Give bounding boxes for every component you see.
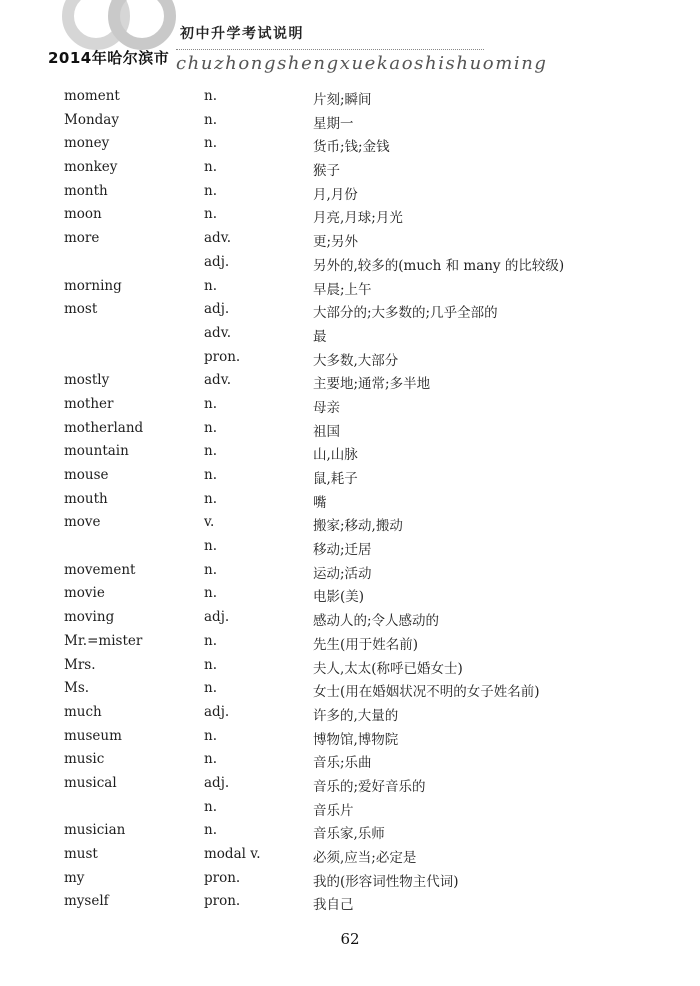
entry-word: more — [64, 230, 100, 247]
entry-part-of-speech: n. — [204, 159, 217, 176]
entry-word: Mrs. — [64, 656, 96, 673]
entry-word: mostly — [64, 372, 110, 389]
vocab-entry — [0, 891, 700, 915]
entry-part-of-speech: pron. — [204, 348, 241, 365]
entry-meaning: 猴子 — [313, 163, 340, 180]
vocab-entry — [0, 133, 700, 157]
vocab-entry — [0, 512, 700, 536]
entry-meaning: 母亲 — [313, 399, 340, 416]
entry-meaning: 必须,应当;必定是 — [313, 850, 417, 866]
entry-word: mountain — [64, 443, 129, 460]
vocab-entry — [0, 394, 700, 418]
entry-meaning: 月,月份 — [313, 186, 358, 203]
vocab-entry — [0, 773, 700, 797]
entry-word: myself — [64, 893, 109, 910]
vocab-entry — [0, 181, 700, 205]
entry-word: month — [64, 182, 108, 199]
entry-meaning: 搬家;移动,搬动 — [313, 518, 403, 535]
entry-part-of-speech: n. — [204, 111, 217, 128]
entry-part-of-speech: n. — [204, 135, 217, 152]
vocab-entry — [0, 86, 700, 110]
entry-part-of-speech: adj. — [204, 774, 230, 791]
entry-part-of-speech: adv. — [204, 324, 232, 341]
entry-meaning: 嘴 — [313, 494, 327, 511]
vocab-entry — [0, 110, 700, 134]
entry-part-of-speech: n. — [204, 798, 217, 815]
entry-meaning: 星期一 — [313, 115, 354, 132]
vocab-entry — [0, 489, 700, 513]
entry-meaning: 我自己 — [313, 897, 354, 914]
vocab-entry — [0, 276, 700, 300]
vocab-entry — [0, 702, 700, 726]
entry-part-of-speech: adv. — [204, 372, 232, 389]
vocab-entry — [0, 204, 700, 228]
entry-meaning: 祖国 — [313, 423, 340, 440]
entry-meaning: 先生(用于姓名前) — [313, 636, 419, 653]
entry-word: moon — [64, 206, 102, 223]
vocab-entry — [0, 370, 700, 394]
vocab-entry — [0, 299, 700, 323]
entry-word: move — [64, 514, 101, 531]
vocab-entry — [0, 820, 700, 844]
vocab-entry — [0, 347, 700, 371]
entry-word: motherland — [64, 419, 144, 436]
entry-meaning: 感动人的;令人感动的 — [313, 613, 440, 630]
entry-word: movie — [64, 585, 105, 602]
entry-word: music — [64, 751, 105, 768]
vocab-entry — [0, 418, 700, 442]
entry-part-of-speech: n. — [204, 538, 217, 555]
entry-part-of-speech: n. — [204, 490, 217, 507]
entry-word: moment — [64, 88, 120, 104]
entry-part-of-speech: pron. — [204, 869, 241, 886]
entry-part-of-speech: pron. — [204, 893, 241, 910]
vocab-entry — [0, 323, 700, 347]
entry-part-of-speech: n. — [204, 632, 217, 649]
vocab-entry — [0, 441, 700, 465]
entry-part-of-speech: adj. — [204, 253, 230, 270]
entry-meaning: 音乐的;爱好音乐的 — [313, 778, 426, 795]
header-city-label: 2014年哈尔滨市 — [48, 49, 170, 67]
entry-word: moving — [64, 609, 115, 626]
entry-meaning: 我的(形容词性物主代词) — [313, 873, 459, 890]
vocab-entry — [0, 607, 700, 631]
entry-word: mouth — [64, 490, 108, 507]
entry-meaning: 大多数,大部分 — [313, 352, 399, 369]
entry-word: musician — [64, 822, 126, 839]
entry-part-of-speech: n. — [204, 443, 217, 460]
vocab-entry — [0, 157, 700, 181]
entry-part-of-speech: n. — [204, 680, 217, 697]
header-title: 初中升学考试说明 — [180, 26, 304, 42]
entry-part-of-speech: modal v. — [204, 846, 261, 862]
entry-part-of-speech: adj. — [204, 609, 230, 626]
entry-meaning: 音乐家,乐师 — [313, 826, 385, 843]
entry-meaning: 山,山脉 — [313, 447, 358, 464]
entry-meaning: 月亮,月球;月光 — [313, 210, 403, 227]
entry-meaning: 更;另外 — [313, 234, 359, 251]
entry-meaning: 许多的,大量的 — [313, 707, 399, 724]
entry-part-of-speech: n. — [204, 182, 217, 199]
entry-meaning: 片刻;瞬间 — [313, 92, 372, 108]
vocab-entry — [0, 465, 700, 489]
entry-part-of-speech: n. — [204, 727, 217, 744]
vocab-entry — [0, 583, 700, 607]
entry-part-of-speech: n. — [204, 822, 217, 839]
entry-part-of-speech: n. — [204, 561, 217, 578]
entry-word: Mr.=mister — [64, 632, 143, 649]
entry-part-of-speech: n. — [204, 751, 217, 768]
entry-part-of-speech: v. — [204, 514, 215, 531]
entry-word: my — [64, 869, 85, 886]
entry-meaning: 博物馆,博物院 — [313, 731, 399, 748]
entry-word: mouse — [64, 467, 109, 483]
entry-meaning: 电影(美) — [313, 589, 365, 606]
entry-word: most — [64, 301, 98, 318]
entry-part-of-speech: n. — [204, 585, 217, 602]
vocab-entry — [0, 797, 700, 821]
vocabulary-list — [0, 86, 700, 915]
entry-part-of-speech: n. — [204, 88, 217, 104]
header-divider — [176, 49, 484, 50]
entry-part-of-speech: n. — [204, 656, 217, 673]
entry-part-of-speech: adj. — [204, 703, 230, 720]
entry-word: mother — [64, 395, 114, 412]
vocab-entry — [0, 655, 700, 679]
entry-word: museum — [64, 727, 122, 744]
vocab-entry — [0, 749, 700, 773]
vocab-entry — [0, 228, 700, 252]
entry-meaning: 音乐;乐曲 — [313, 755, 372, 772]
entry-word: Ms. — [64, 680, 90, 697]
entry-meaning: 主要地;通常;多半地 — [313, 376, 431, 393]
entry-meaning: 运动;活动 — [313, 565, 372, 582]
vocab-entry — [0, 252, 700, 276]
entry-word: musical — [64, 774, 117, 791]
entry-meaning: 货币;钱;金钱 — [313, 139, 390, 156]
entry-word: money — [64, 135, 110, 152]
entry-word: morning — [64, 277, 122, 294]
entry-part-of-speech: n. — [204, 395, 217, 412]
page-number: 62 — [340, 930, 360, 948]
entry-part-of-speech: adv. — [204, 230, 232, 247]
entry-meaning: 大部分的;大多数的;几乎全部的 — [313, 305, 498, 322]
vocab-entry — [0, 844, 700, 868]
vocab-entry — [0, 560, 700, 584]
entry-part-of-speech: n. — [204, 206, 217, 223]
entry-meaning: 早晨;上午 — [313, 281, 372, 298]
vocab-entry — [0, 631, 700, 655]
entry-word: movement — [64, 561, 136, 578]
entry-meaning: 另外的,较多的(much 和 many 的比较级) — [313, 257, 565, 274]
entry-part-of-speech: adj. — [204, 301, 230, 318]
entry-word: monkey — [64, 159, 118, 176]
entry-word: Monday — [64, 111, 119, 128]
entry-word: much — [64, 703, 102, 720]
vocab-entry — [0, 536, 700, 560]
header-pinyin: chuzhongshengxuekaoshishuoming — [176, 53, 548, 74]
entry-part-of-speech: n. — [204, 467, 217, 483]
entry-meaning: 鼠,耗子 — [313, 471, 358, 487]
entry-meaning: 夫人,太太(称呼已婚女士) — [313, 660, 463, 677]
entry-meaning: 音乐片 — [313, 802, 354, 819]
entry-word: must — [64, 846, 98, 862]
entry-part-of-speech: n. — [204, 419, 217, 436]
vocab-entry — [0, 678, 700, 702]
vocab-entry — [0, 726, 700, 750]
vocab-entry — [0, 868, 700, 892]
entry-part-of-speech: n. — [204, 277, 217, 294]
entry-meaning: 移动;迁居 — [313, 542, 372, 559]
entry-meaning: 最 — [313, 328, 327, 345]
entry-meaning: 女士(用在婚姻状况不明的女子姓名前) — [313, 684, 540, 701]
